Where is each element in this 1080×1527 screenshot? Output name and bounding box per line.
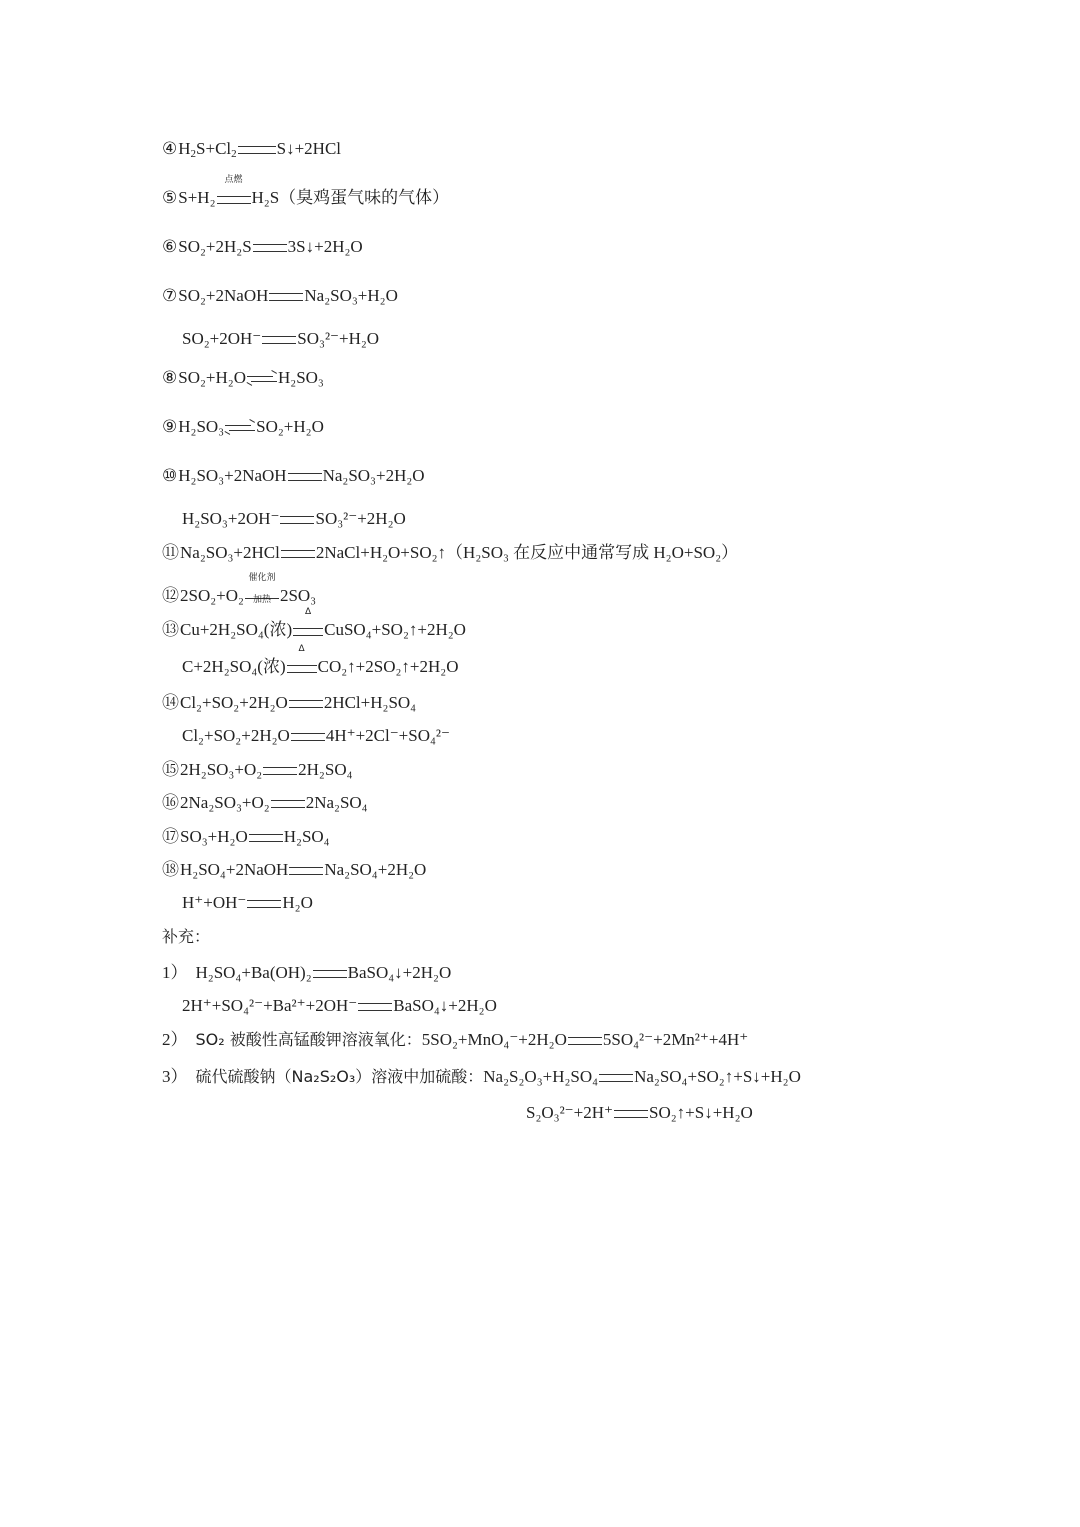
equation-products: 3S↓+2H₂O [287, 237, 363, 256]
equation-reactants: H₂SO₄+Ba(OH)₂ [195, 963, 312, 982]
item-number: ⑰ [162, 827, 179, 846]
item-number: ⑭ [162, 693, 179, 712]
equals-arrow [262, 336, 296, 344]
equation-18-ionic [182, 892, 313, 914]
reversible-arrow [225, 424, 255, 432]
equation-products: BaSO₄↓+2H₂O [347, 963, 452, 982]
item-number: ④ [162, 139, 178, 158]
equation-reactants: Cl₂+SO₂+2H₂O [180, 693, 288, 712]
equation-reactants: 2Na₂SO₃+O₂ [180, 793, 270, 812]
condition-arrow [286, 644, 318, 679]
condition-arrow [292, 607, 324, 642]
equation-reactants: H₂SO₃ [178, 417, 225, 436]
equation-11 [162, 542, 738, 564]
equation-products: BaSO₄↓+2H₂O [393, 996, 497, 1015]
equation-products: H₂SO₄ [283, 827, 330, 846]
equation-reactants: C+2H₂SO₄(浓) [182, 657, 286, 676]
item-number: ⑫ [162, 586, 179, 605]
equals-arrow [253, 244, 287, 252]
condition-label: Δ [298, 644, 305, 655]
equation-products: Na₂SO₄+SO₂↑+S↓+H₂O [634, 1067, 801, 1086]
equation-reactants: S₂O₃²⁻+2H⁺ [526, 1103, 613, 1122]
item-number: 1） [162, 963, 188, 982]
equals-arrow [293, 628, 323, 636]
equation-reactants: 5SO₂+MnO₄⁻+2H₂O [421, 1030, 567, 1049]
supplement-item-2 [162, 1029, 748, 1051]
equals-arrow [263, 767, 297, 775]
equals-arrow [358, 1003, 392, 1011]
equation-reactants: 2SO₂+O₂ [180, 586, 244, 605]
equation-reactants: SO₃+H₂O [180, 827, 248, 846]
equation-13 [162, 607, 466, 642]
equals-arrow [238, 146, 276, 154]
supplement-item-3 [162, 1066, 801, 1088]
equals-arrow [291, 733, 325, 741]
equation-reactants: SO₂+2H₂S [178, 237, 252, 256]
equation-reactants: SO₂+2OH⁻ [182, 329, 262, 348]
item-number: ⑮ [162, 760, 179, 779]
item-number: ⑦ [162, 286, 178, 305]
equals-arrow [568, 1037, 602, 1045]
equation-products: Na₂SO₄+2H₂O [324, 860, 427, 879]
equation-7 [162, 285, 398, 307]
condition-label: 点燃 [224, 175, 243, 186]
equation-reactants: H₂SO₃+2NaOH [178, 466, 287, 485]
supplement-item-1-ionic [182, 995, 497, 1017]
item-number: 3） [162, 1067, 188, 1086]
equation-reactants: Na₂S₂O₃+H₂SO₄ [483, 1067, 599, 1086]
equation-products: SO₃²⁻+H₂O [297, 329, 380, 348]
equation-products: SO₂↑+S↓+H₂O [649, 1103, 753, 1122]
equation-reactants: H⁺+OH⁻ [182, 893, 247, 912]
equation-products: Na₂SO₃+2H₂O [322, 466, 425, 485]
item-description: 硫代硫酸钠（Na₂S₂O₃）溶液中加硫酸： [195, 1067, 484, 1086]
equation-reactants: SO₂+2NaOH [178, 286, 269, 305]
equation-products: Na₂SO₃+H₂O [304, 286, 398, 305]
equals-arrow [269, 293, 303, 301]
equals-arrow [313, 970, 347, 978]
equation-products: H₂SO₃ [277, 368, 324, 387]
equation-text: $H_2S+Cl_2$ [178, 139, 237, 160]
equation-13b [182, 644, 459, 679]
equation-products: 2Na₂SO₄ [305, 793, 368, 812]
equation-9 [162, 416, 324, 438]
item-number: ⑪ [162, 543, 179, 562]
equation-products: 2H₂SO₄ [298, 760, 353, 779]
equals-arrow [271, 800, 305, 808]
equation-reactants: 2H⁺+SO₄²⁻+Ba²⁺+2OH⁻ [182, 996, 358, 1015]
equals-arrow [281, 550, 315, 558]
condition-label-bottom: 加热 [252, 595, 271, 606]
equation-10 [162, 465, 425, 487]
equation-products: SO₃²⁻+2H₂O [315, 509, 406, 528]
equation-products: H₂O [282, 893, 313, 912]
equation-reactants: H₂SO₃+2OH⁻ [182, 509, 280, 528]
equals-arrow [289, 867, 323, 875]
equation-10-ionic [182, 508, 406, 530]
item-number: ⑬ [162, 620, 179, 639]
equation-products: H₂S（臭鸡蛋气味的气体） [251, 188, 450, 207]
equation-4 [162, 138, 341, 165]
equation-reactants: 2H₂SO₃+O₂ [180, 760, 263, 779]
supplement-heading: 补充： [162, 927, 211, 946]
item-number: ⑨ [162, 417, 178, 436]
equation-18 [162, 859, 426, 881]
condition-label: Δ [305, 607, 312, 618]
equals-arrow [288, 473, 322, 481]
condition-label-top: 催化剂 [248, 573, 276, 584]
equation-products: 5SO₄²⁻+2Mn²⁺+4H⁺ [602, 1030, 749, 1049]
equation-products: CO₂↑+2SO₂↑+2H₂O [317, 657, 459, 676]
item-number: ⑱ [162, 860, 179, 879]
equation-products: SO₂+H₂O [256, 417, 324, 436]
equation-16 [162, 792, 368, 814]
equation-14 [162, 692, 416, 714]
condition-arrow [216, 175, 252, 210]
reversible-arrow [247, 375, 277, 383]
equation-7-ionic [182, 328, 379, 350]
equals-arrow [289, 700, 323, 708]
equation-15 [162, 759, 353, 781]
item-number: ⑧ [162, 368, 178, 387]
equation-reactants: H₂SO₄+2NaOH [180, 860, 289, 879]
equals-arrow [280, 516, 314, 524]
item-number: ⑥ [162, 237, 178, 256]
item-number: ⑩ [162, 466, 178, 485]
equation-14-ionic [182, 725, 450, 747]
equation-products: 2HCl+H₂SO₄ [323, 693, 417, 712]
equation-products: CuSO₄+SO₂↑+2H₂O [324, 620, 466, 639]
equals-arrow [287, 665, 317, 673]
equation-6 [162, 236, 363, 258]
equals-arrow [614, 1110, 648, 1118]
condition-arrow [244, 573, 280, 608]
equation-12 [162, 573, 317, 608]
item-description: SO₂ 被酸性高锰酸钾溶液氧化： [195, 1030, 422, 1049]
equation-products: S↓+2HCl [276, 139, 342, 158]
equation-reactants: Na₂SO₃+2HCl [180, 543, 280, 562]
equals-arrow [599, 1074, 633, 1082]
equation-5 [162, 175, 450, 210]
equation-8 [162, 367, 324, 389]
item-number: ⑯ [162, 793, 179, 812]
equation-products: 4H⁺+2Cl⁻+SO₄²⁻ [325, 726, 451, 745]
equation-reactants: Cu+2H₂SO₄(浓) [180, 620, 293, 639]
equation-products: 2NaCl+H₂O+SO₂↑（H₂SO₃ 在反应中通常写成 H₂O+SO₂） [315, 543, 739, 562]
supplement-item-1 [162, 962, 451, 984]
equation-reactants: SO₂+H₂O [178, 368, 246, 387]
equation-products: 2SO₃ [279, 586, 317, 605]
item-number: ⑤ [162, 188, 178, 207]
equation-reactants: S+H₂ [178, 188, 216, 207]
equation-reactants: Cl₂+SO₂+2H₂O [182, 726, 290, 745]
equation-17 [162, 826, 330, 848]
supplement-item-3-ionic [526, 1102, 753, 1124]
equals-arrow [249, 834, 283, 842]
item-number: 2） [162, 1030, 188, 1049]
equals-arrow [217, 196, 251, 204]
equals-arrow [247, 900, 281, 908]
